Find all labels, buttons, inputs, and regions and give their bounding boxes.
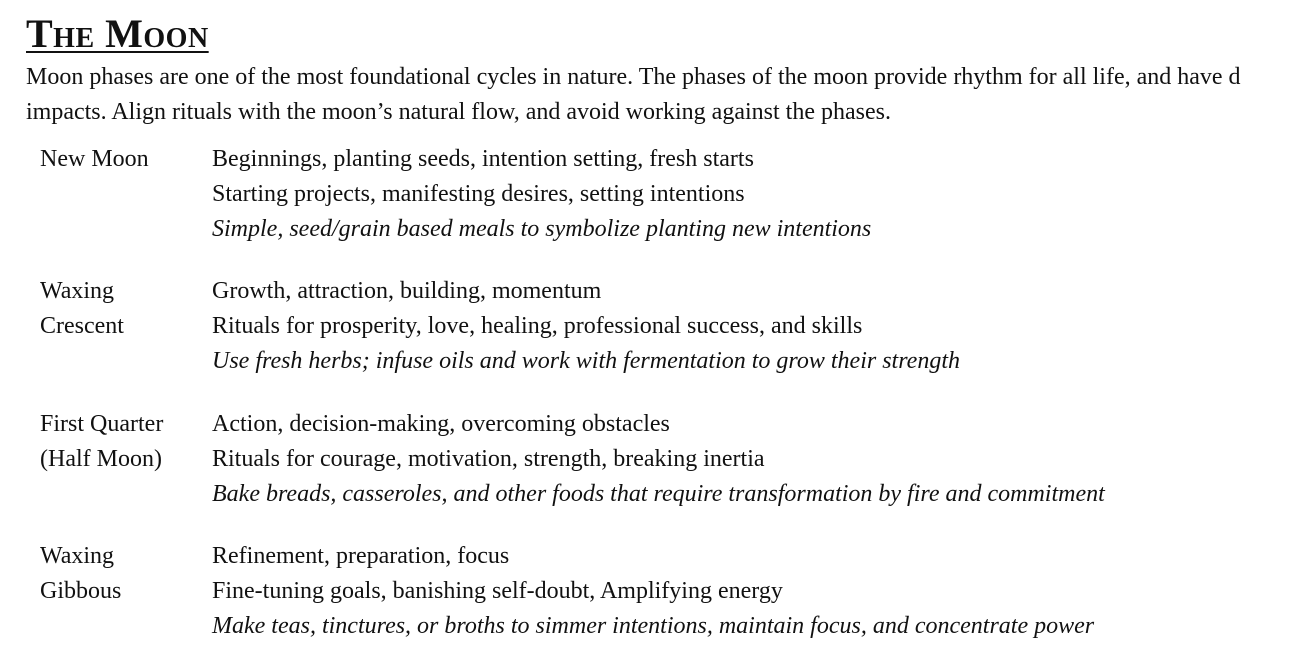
phase-details xyxy=(212,274,1282,379)
phase-name-line: Gibbous xyxy=(40,578,122,604)
phase-name-line: Crescent xyxy=(40,313,124,339)
phase-name-line: Waxing xyxy=(40,278,115,304)
phase-details xyxy=(212,142,1282,247)
phase-themes: Refinement, preparation, focus xyxy=(212,543,510,569)
phase-rituals: Fine-tuning goals, banishing self-doubt, Amplifying energy xyxy=(212,578,783,604)
phase-rituals: Starting projects, manifesting desires, setting intentions xyxy=(212,181,745,207)
phase-food: Bake breads, casseroles, and other foods that require transformation by fire and commitment xyxy=(212,481,1105,507)
intro-line: impacts. Align rituals with the moon’s natural flow, and avoid working against the phases. xyxy=(26,99,891,125)
phase-details xyxy=(212,539,1282,644)
phase-name xyxy=(40,142,200,177)
phase-rituals: Rituals for courage, motivation, strength, breaking inertia xyxy=(212,446,765,472)
phase-name-line: Waxing xyxy=(40,543,115,569)
phase-food: Make teas, tinctures, or broths to simmer intentions, maintain focus, and concentrate power xyxy=(212,613,1095,639)
phase-name xyxy=(40,539,200,609)
phase-details xyxy=(212,407,1282,512)
phase-name-line: (Half Moon) xyxy=(40,446,162,472)
phase-themes: Beginnings, planting seeds, intention setting, fresh starts xyxy=(212,146,754,172)
phase-name xyxy=(40,407,200,477)
phase-name-line: First Quarter xyxy=(40,411,164,437)
phase-rituals: Rituals for prosperity, love, healing, professional success, and skills xyxy=(212,313,863,339)
intro-line: Moon phases are one of the most foundational cycles in nature. The phases of the moon provide rhythm for all life, and have d xyxy=(26,64,1241,90)
page-title: The Moon xyxy=(26,11,209,56)
phase-themes: Action, decision-making, overcoming obstacles xyxy=(212,411,670,437)
phase-food: Use fresh herbs; infuse oils and work with fermentation to grow their strength xyxy=(212,348,960,374)
phase-name-line: New Moon xyxy=(40,146,149,172)
phase-food: Simple, seed/grain based meals to symbolize planting new intentions xyxy=(212,216,872,242)
phase-themes: Growth, attraction, building, momentum xyxy=(212,278,602,304)
phase-name xyxy=(40,274,200,344)
intro-paragraph xyxy=(26,60,1294,130)
